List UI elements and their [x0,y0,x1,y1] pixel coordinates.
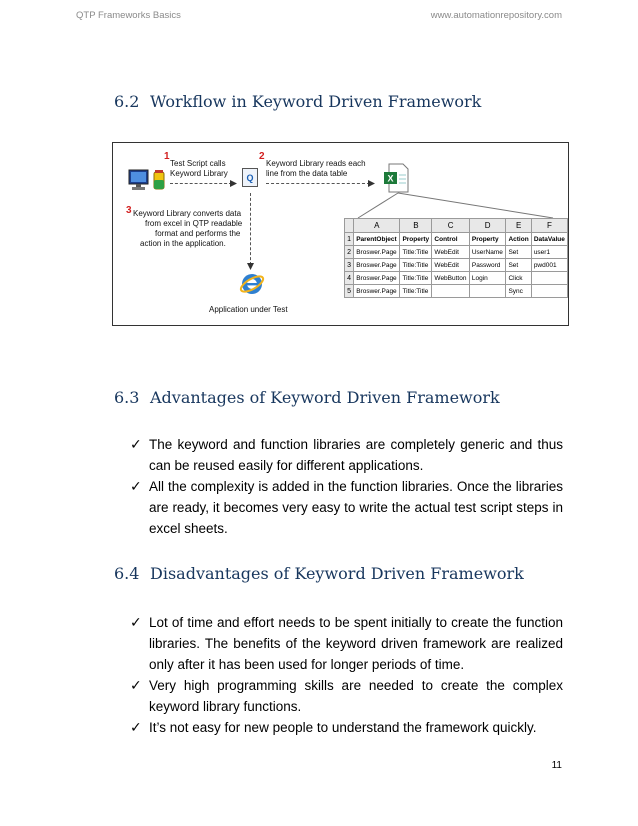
table-cell: ParentObject [354,233,400,246]
table-row [345,246,568,259]
svg-text:Q: Q [246,173,254,183]
column-letter: E [506,219,531,233]
arrow-head-icon [247,263,254,270]
header-website: www.automationrepository.com [430,10,562,21]
table-cell: WebEdit [432,259,469,272]
step-label: format and performs the [155,229,241,238]
step-label: Keyword Library converts data [133,209,242,218]
aut-label: Application under Test [209,305,288,314]
row-number: 3 [345,259,354,272]
table-cell: Broswer.Page [354,272,400,285]
checkmark-icon: ✓ [130,436,142,452]
column-letter: F [531,219,567,233]
section-title: Advantages of Keyword Driven Framework [150,388,500,407]
step-number: 3 [126,205,132,216]
section-title: Disadvantages of Keyword Driven Framework [150,564,524,583]
header-title: QTP Frameworks Basics [76,10,181,21]
table-cell: Title:Title [400,246,432,259]
table-cell: Title:Title [400,285,432,298]
step-label: Keyword Library [170,169,228,178]
computer-icon [127,169,151,191]
table-cell: user1 [531,246,567,259]
section-heading-advantages [114,388,500,407]
row-number: 5 [345,285,354,298]
list-item-text: All the complexity is added in the function libraries. Once the libraries are ready, it becomes very easy to write the actual test script steps in excel sheets. [149,479,563,536]
column-letter: C [432,219,469,233]
table-cell: Action [506,233,531,246]
table-cell: Broswer.Page [354,259,400,272]
arrow-head-icon [230,180,237,187]
table-cell: WebEdit [432,246,469,259]
table-cell [432,285,469,298]
list-item-text: Lot of time and effort needs to be spent initially to create the function libraries. The benefits of the keyword driven framework are realized only after it has been used for longer periods of time. [149,615,563,672]
list-item [130,675,563,717]
table-cell: pwd001 [531,259,567,272]
list-item [130,434,563,476]
table-cell: WebButton [432,272,469,285]
table-row [345,233,568,246]
step-label: Keyword Library reads each [266,159,366,168]
internet-explorer-icon [239,271,265,297]
workflow-diagram [112,142,569,326]
column-letter: A [354,219,400,233]
qtp-icon [242,168,259,188]
library-jar-icon [152,169,166,191]
table-row [345,285,568,298]
arrow-head-icon [368,180,375,187]
checkmark-icon: ✓ [130,614,142,630]
table-cell: Broswer.Page [354,246,400,259]
step-label: from excel in QTP readable [145,219,243,228]
table-cell: Sync [506,285,531,298]
checkmark-icon: ✓ [130,719,142,735]
list-item [130,717,563,738]
table-row [345,259,568,272]
step-label: Test Script calls [170,159,226,168]
table-cell: Broswer.Page [354,285,400,298]
table-cell: DataValue [531,233,567,246]
row-number: 4 [345,272,354,285]
list-item-text: The keyword and function libraries are completely generic and thus can be reused easily for different applications. [149,437,563,473]
list-item-text: It’s not easy for new people to understand the framework quickly. [149,720,537,735]
list-item [130,476,563,539]
table-cell: Set [506,259,531,272]
table-cell: Click [506,272,531,285]
table-cell: UserName [469,246,506,259]
table-cell: Control [432,233,469,246]
step-number: 2 [259,151,265,162]
list-item-text: Very high programming skills are needed to create the complex keyword library functions. [149,678,563,714]
svg-text:X: X [387,173,394,184]
table-column-header-row [345,219,568,233]
disadvantages-list [130,612,563,738]
table-cell: Set [506,246,531,259]
keyword-data-table [344,218,568,298]
table-cell: Property [400,233,432,246]
arrow-step2 [266,183,370,184]
column-letter: B [400,219,432,233]
page-number: 11 [551,760,562,771]
step-number: 1 [164,151,170,162]
excel-file-icon [383,163,409,193]
table-cell [531,272,567,285]
section-number: 6.4 [114,564,140,583]
table-cell [469,285,506,298]
row-number: 1 [345,233,354,246]
arrow-step3 [250,193,251,265]
table-cell: Title:Title [400,272,432,285]
checkmark-icon: ✓ [130,478,142,494]
section-number: 6.3 [114,388,140,407]
table-row [345,272,568,285]
section-heading-workflow [114,92,481,111]
column-letter [345,219,354,233]
table-cell: Property [469,233,506,246]
row-number: 2 [345,246,354,259]
arrow-step1 [170,183,232,184]
table-cell: Login [469,272,506,285]
section-number: 6.2 [114,92,140,111]
column-letter: D [469,219,506,233]
step-label: line from the data table [266,169,348,178]
table-cell: Password [469,259,506,272]
excel-to-table-lines [353,191,563,221]
step-label: action in the application. [140,239,226,248]
table-cell [531,285,567,298]
section-title: Workflow in Keyword Driven Framework [150,92,482,111]
advantages-list [130,434,563,539]
list-item [130,612,563,675]
checkmark-icon: ✓ [130,677,142,693]
table-cell: Title:Title [400,259,432,272]
section-heading-disadvantages [114,564,524,583]
